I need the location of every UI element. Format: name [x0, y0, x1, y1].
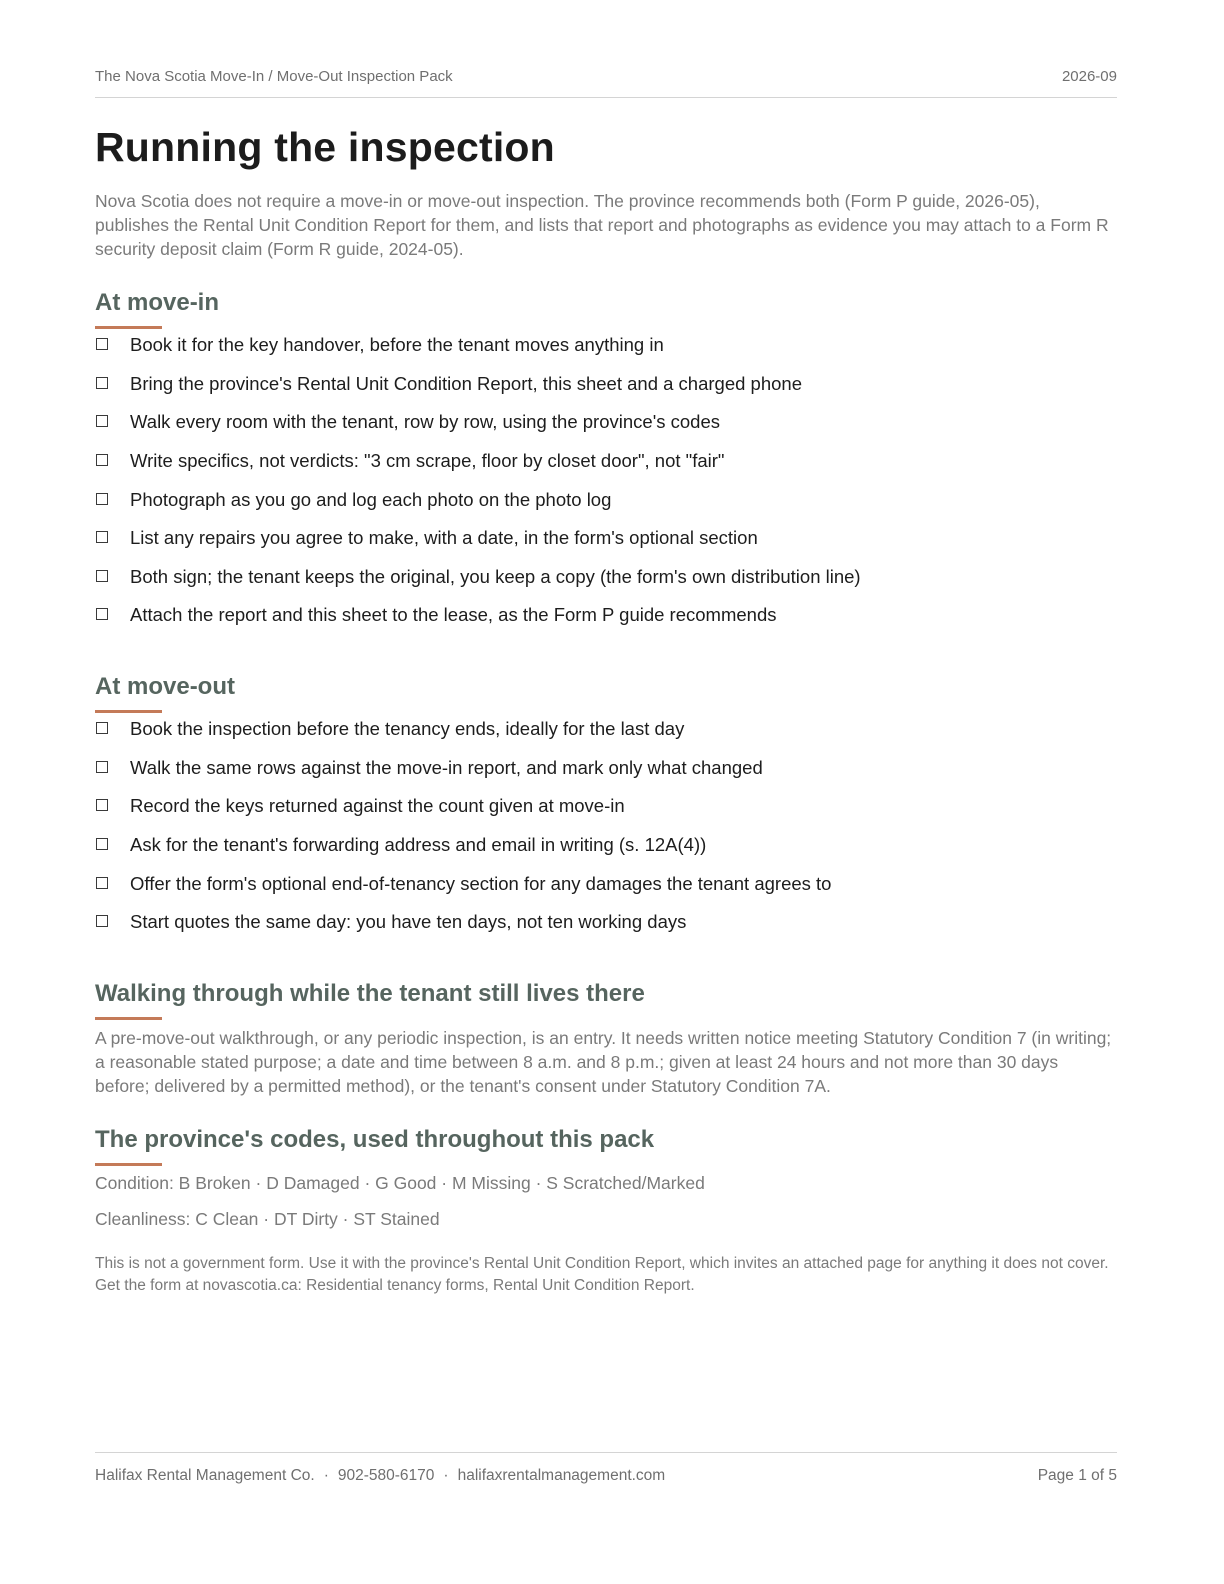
checklist-item-label: Photograph as you go and log each photo on the photo log — [130, 488, 612, 510]
codes-heading: The province's codes, used throughout this pack — [95, 1126, 655, 1153]
move-out-checklist — [95, 710, 1117, 942]
checkbox-icon[interactable] — [96, 915, 108, 927]
checklist-item-label: Attach the report and this sheet to the lease, as the Form P guide recommends — [130, 604, 777, 626]
checkbox-icon[interactable] — [96, 415, 108, 427]
checklist-item-label: Write specifics, not verdicts: "3 cm scrape, floor by closet door", not "fair" — [130, 450, 725, 472]
walkthrough-heading-rule — [95, 1017, 162, 1020]
checklist-item — [95, 326, 1117, 365]
checklist-item — [95, 787, 1117, 826]
disclaimer: This is not a government form. Use it with the province's Rental Unit Condition Report, which invites an attached page for anything it does not cover. Get the form at novascotia.ca: Residential tenancy forms, Rental Unit Condition Report. — [95, 1255, 1109, 1294]
running-header — [95, 68, 1117, 98]
checklist-item-label: Both sign; the tenant keeps the original, you keep a copy (the form's own distribution line) — [130, 565, 861, 587]
checklist-item — [95, 710, 1117, 749]
codes-heading-rule — [95, 1163, 162, 1166]
checklist-item-label: Start quotes the same day: you have ten days, not ten working days — [130, 911, 687, 933]
condition-codes: Condition: B Broken · D Damaged · G Good · M Missing · S Scratched/Marked — [95, 1173, 705, 1193]
footer-contact — [95, 1467, 665, 1485]
checklist-item — [95, 596, 1117, 635]
page-number: Page 1 of 5 — [1037, 1467, 1117, 1484]
header-date: 2026-09 — [1061, 68, 1117, 85]
footer-website: halifaxrentalmanagement.com — [457, 1467, 666, 1484]
checklist-item-label: Walk every room with the tenant, row by row, using the province's codes — [130, 411, 720, 433]
intro-paragraph: Nova Scotia does not require a move-in or move-out inspection. The province recommends both (Form P guide, 2026-05), publishes the Rental Unit Condition Report for them, and lists that report and photographs as evidence you may attach to a Form R security deposit claim (Form R guide, 2024-05). — [95, 191, 1109, 259]
checkbox-icon[interactable] — [96, 838, 108, 850]
checklist-item — [95, 864, 1117, 903]
checklist-item — [95, 403, 1117, 442]
checklist-item — [95, 365, 1117, 404]
checklist-item-label: Book the inspection before the tenancy ends, ideally for the last day — [130, 718, 685, 740]
checklist-item-label: Ask for the tenant's forwarding address and email in writing (s. 12A(4)) — [130, 834, 707, 856]
checklist-item-label: Book it for the key handover, before the tenant moves anything in — [130, 334, 664, 356]
checklist-item-label: Walk the same rows against the move-in report, and mark only what changed — [130, 756, 763, 778]
checkbox-icon[interactable] — [96, 877, 108, 889]
cleanliness-codes: Cleanliness: C Clean · DT Dirty · ST Stained — [95, 1209, 440, 1229]
checkbox-icon[interactable] — [96, 799, 108, 811]
move-in-checklist — [95, 326, 1117, 635]
checkbox-icon[interactable] — [96, 531, 108, 543]
checklist-item — [95, 558, 1117, 597]
checkbox-icon[interactable] — [96, 761, 108, 773]
footer-separator: · — [443, 1467, 449, 1484]
checklist-item — [95, 442, 1117, 481]
checklist-item — [95, 749, 1117, 788]
checklist-item — [95, 826, 1117, 865]
walkthrough-heading: Walking through while the tenant still lives there — [95, 980, 645, 1007]
page-title: Running the inspection — [95, 124, 555, 170]
checklist-item-label: Record the keys returned against the count given at move-in — [130, 795, 625, 817]
checklist-item-label: Bring the province's Rental Unit Condition Report, this sheet and a charged phone — [130, 372, 802, 394]
page-footer — [95, 1452, 1117, 1485]
pack-title: The Nova Scotia Move-In / Move-Out Inspection Pack — [95, 68, 453, 85]
move-in-heading: At move-in — [95, 289, 220, 316]
checklist-item-label: List any repairs you agree to make, with a date, in the form's optional section — [130, 527, 758, 549]
checkbox-icon[interactable] — [96, 722, 108, 734]
move-out-heading: At move-out — [95, 673, 235, 700]
checkbox-icon[interactable] — [96, 570, 108, 582]
checkbox-icon[interactable] — [96, 338, 108, 350]
checklist-item — [95, 480, 1117, 519]
walkthrough-paragraph: A pre-move-out walkthrough, or any periodic inspection, is an entry. It needs written notice meeting Statutory Condition 7 (in writing; a reasonable stated purpose; a date and time between 8 a.m. and 8 p.m.; given at least 24 hours and not more than 30 days before; delivered by a permitted method), or the tenant's consent under Statutory Condition 7A. — [95, 1028, 1112, 1096]
checkbox-icon[interactable] — [96, 377, 108, 389]
checklist-item — [95, 519, 1117, 558]
footer-separator: · — [323, 1467, 329, 1484]
checkbox-icon[interactable] — [96, 454, 108, 466]
checklist-item — [95, 903, 1117, 942]
footer-phone: 902-580-6170 — [337, 1467, 435, 1484]
checklist-item-label: Offer the form's optional end-of-tenancy section for any damages the tenant agrees to — [130, 872, 832, 894]
checkbox-icon[interactable] — [96, 608, 108, 620]
checkbox-icon[interactable] — [96, 493, 108, 505]
footer-company: Halifax Rental Management Co. — [95, 1467, 315, 1484]
